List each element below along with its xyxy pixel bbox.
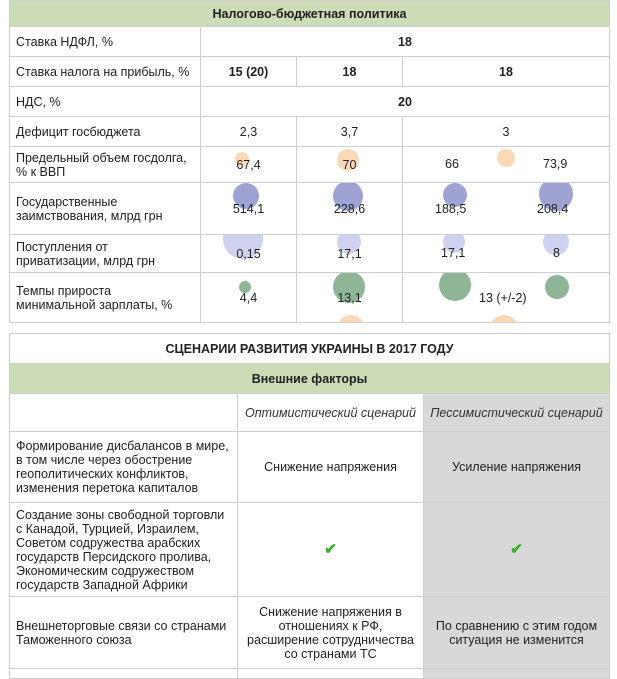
row-label-debt: Предельный объем госдолга, % к ВВП [10, 147, 201, 183]
borrowing-cell-2 [297, 183, 403, 235]
debt-value-4: 73,9 [543, 157, 568, 171]
external-factors-header: Внешние факторы [10, 364, 610, 394]
borrowing-value-2: 228,6 [333, 201, 366, 216]
pessimistic-customs-union: По сравнению с этим годом ситуация не изменится [424, 597, 610, 669]
min-wage-value-1: 4,4 [239, 290, 258, 305]
borrowing-cell-34 [403, 183, 610, 235]
check-icon: ✔ [510, 540, 523, 558]
debt-cell-1 [201, 147, 297, 183]
profit-tax-value-1: 15 (20) [201, 57, 297, 87]
factor-customs-union: Внешнеторговые связи со странами Таможенного союза [10, 597, 238, 669]
row-label-min-wage: Темпы прироста минимальной зарплаты, % [10, 273, 201, 323]
pessimistic-header: Пессимистический сценарий [424, 394, 610, 432]
pessimistic-free-trade [424, 503, 610, 597]
debt-bubble-3 [497, 149, 515, 167]
row-label-borrowing: Государственные заимствования, млрд грн [10, 183, 201, 235]
min-wage-cell-2 [297, 273, 403, 323]
deficit-value-3: 3 [403, 117, 610, 147]
deficit-value-1: 2,3 [201, 117, 297, 147]
fiscal-policy-title: Налогово-бюджетная политика [10, 1, 610, 27]
row-label-ndfl: Ставка НДФЛ, % [10, 27, 201, 57]
row-label-privatization: Поступления от приватизации, млрд грн [10, 235, 201, 273]
next-row-bubble-3 [489, 315, 519, 323]
privatization-value-1: 0,15 [236, 246, 261, 261]
min-wage-cell-34 [403, 273, 610, 323]
next-row-stub [10, 669, 238, 679]
next-row-stub [424, 669, 610, 679]
borrowing-value-4: 208,4 [537, 202, 569, 216]
borrowing-value-1: 514,1 [232, 201, 265, 216]
vat-value: 20 [201, 87, 610, 117]
profit-tax-value-2: 18 [297, 57, 403, 87]
debt-cell-2 [297, 147, 403, 183]
privatization-cell-34 [403, 235, 610, 273]
min-wage-value-2: 13,1 [337, 290, 362, 305]
borrowing-value-3: 188,5 [435, 202, 467, 216]
deficit-value-2: 3,7 [297, 117, 403, 147]
debt-cell-34 [403, 147, 610, 183]
privatization-value-4: 8 [553, 246, 560, 260]
debt-value-2: 70 [342, 157, 357, 172]
min-wage-bubble-3 [439, 273, 471, 302]
scenarios-table [9, 333, 610, 679]
next-row-bubble-2 [337, 315, 365, 323]
row-label-vat: НДС, % [10, 87, 201, 117]
debt-value-3: 66 [445, 157, 459, 171]
privatization-cell-2 [297, 235, 403, 273]
optimistic-header: Оптимистический сценарий [238, 394, 424, 432]
ndfl-value: 18 [201, 27, 610, 57]
factor-header-empty [10, 394, 238, 432]
next-row-stub [238, 669, 424, 679]
scenarios-title: СЦЕНАРИИ РАЗВИТИЯ УКРАИНЫ В 2017 ГОДУ [10, 334, 610, 364]
fiscal-policy-table [9, 0, 610, 323]
min-wage-value-3: 13 (+/-2) [479, 291, 527, 305]
optimistic-customs-union: Снижение напряжения в отношениях к РФ, расширение сотрудничества со странами ТС [238, 597, 424, 669]
debt-value-1: 67,4 [236, 157, 261, 172]
borrowing-cell-1 [201, 183, 297, 235]
check-icon: ✔ [324, 540, 337, 558]
row-label-profit-tax: Ставка налога на прибыль, % [10, 57, 201, 87]
factor-free-trade: Создание зоны свободной торговли с Канадой, Турцией, Израилем, Советом содружества арабских государств Персидского пролива, Экономическим содружеством государств Западной Африки [10, 503, 238, 597]
pessimistic-imbalances: Усиление напряжения [424, 432, 610, 503]
privatization-value-3: 17,1 [441, 246, 466, 260]
optimistic-imbalances: Снижение напряжения [238, 432, 424, 503]
optimistic-free-trade [238, 503, 424, 597]
min-wage-bubble-4 [545, 275, 569, 299]
min-wage-cell-1 [201, 273, 297, 323]
privatization-value-2: 17,1 [337, 246, 362, 261]
factor-imbalances: Формирование дисбалансов в мире, в том числе через обострение геополитических конфликтов, изменения перетока капиталов [10, 432, 238, 503]
profit-tax-value-3: 18 [403, 57, 610, 87]
privatization-cell-1 [201, 235, 297, 273]
row-label-deficit: Дефицит госбюджета [10, 117, 201, 147]
